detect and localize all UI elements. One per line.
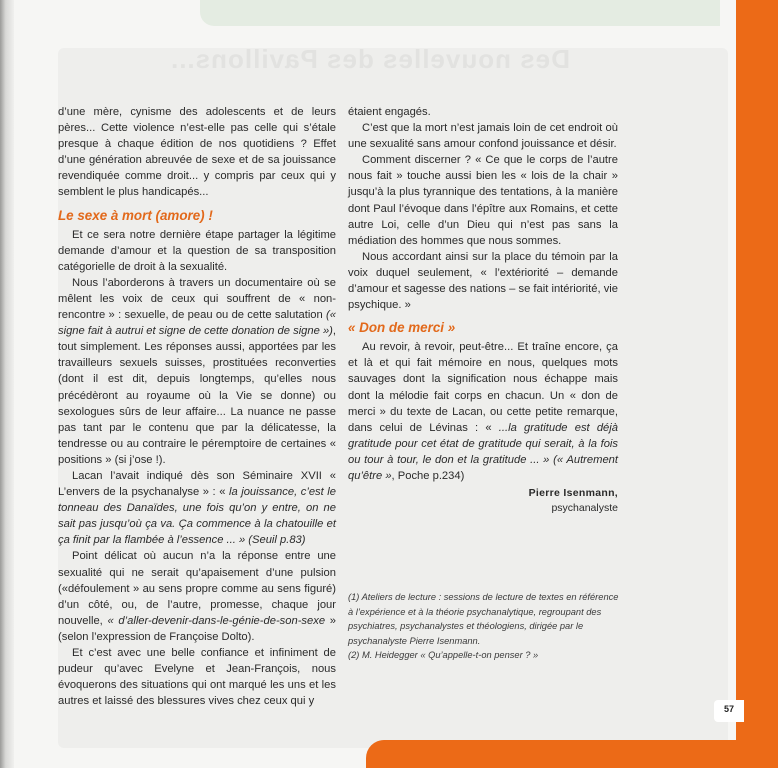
signature	[348, 486, 618, 516]
paragraph: Comment discerner ? « Ce que le corps de l’autre nous fait » touche aussi bien les « lois de la chair » jusqu’à la plus tyrannique des tentations, à la manière dont Paul l’évoque dans l’épître aux Romains, et cette autre Loi, celle d’un Dieu qui n’est pas sans la médiation des hommes que nous sommes.	[348, 154, 618, 247]
paragraph-text: Nous l’aborderons à travers un documentaire où se mêlent les voix de ceux qui souffrent de « non-rencontre » : sexuelle, de peau ou de cette salutation	[58, 276, 336, 322]
author-name: Pierre Isenmann,	[528, 487, 618, 500]
paragraph: C’est que la mort n’est jamais loin de cet endroit où une sexualité sans amour confond jouissance et désir.	[348, 122, 618, 151]
orange-side-band	[736, 0, 778, 768]
section-heading: Le sexe à mort (amore) !	[58, 207, 213, 223]
paragraph: d’une mère, cynisme des adolescents et de leurs pères... Cette violence n’est-elle pas celle qui s’étale presque à chaque édition de nos quotidiens ? Effet d’une génération abreuvée de sexe et de sa jouissance revendiquée comme droit... y compris par ceux qui y semblent le plus handicapés...	[58, 106, 336, 199]
page-gutter-shadow	[0, 0, 14, 768]
quote-italic: (« signe fait à autrui et signe de cette donation de signe »)	[58, 309, 336, 338]
show-through-title: Des nouvelles des Pavillons...	[170, 44, 570, 74]
paragraph-text: Lacan l’avait indiqué dès son Séminaire XVII « L’envers de la psychanalyse » : «	[58, 469, 336, 499]
paragraph-text: , tout simplement. Les réponses aussi, apportées par les travailleurs sexuels suisses, prostituées reconverties (dont il est dit, depuis longtemps, qu’elles nous précédèront au royaume où la Vie se donne) ou sexologues sûrs de leur affaire... La nuance ne passe pas tant par le contenu que par la délicatesse, la tendresse ou au contraire le péremptoire de certaines « positions » (si j’ose !).	[58, 325, 337, 466]
section-heading: « Don de merci »	[348, 320, 456, 336]
paragraph	[348, 339, 618, 484]
text-column-right	[348, 104, 618, 516]
paragraph	[58, 548, 336, 645]
top-decorative-bar	[200, 0, 720, 26]
paragraph: Et c’est avec une belle confiance et infiniment de pudeur qu’avec Evelyne et Jean-François, nous évoquerons des situations qui ont marqué les uns et les autres et laissé des blessures vives chez ceux qui y	[58, 647, 336, 708]
paragraph-text: » (selon l’expression de Françoise Dolto).	[58, 614, 336, 643]
quote-italic: « d’aller-devenir-dans-le-génie-de-son-sexe	[107, 614, 326, 627]
page-number: 57	[723, 704, 734, 714]
orange-bottom-band	[366, 740, 778, 768]
footnote: (1) Ateliers de lecture : sessions de lecture de textes en référence à l’expérience et à la théorie psychanalytique, regroupant des psychiatres, psychanalystes et théologiens, dirigée par le psychanalyste Pierre Isenmann.	[348, 592, 619, 646]
paragraph: étaient engagés.	[348, 106, 431, 118]
quote-italic: ...la gratitude est déjà gratitude pour cet état de gratitude qui serait, à la fois ou tour à tour, le don et la gratitude ... » (« Autrement qu’être »	[348, 421, 618, 482]
paragraph-text: Au revoir, à revoir, peut-être... Et traîne encore, ça et là et qui fait mémoire en nous, quelques mots sauvages dont la signification nous échappe mais dont la mélodie fait corps en chacun. Un « don de merci » du texte de Lacan, ou cette petite remarque, dans celui de Lévinas : «	[348, 341, 618, 434]
footnotes	[348, 590, 620, 663]
paragraph-text: , Poche p.234)	[391, 469, 465, 482]
footnote: (2) M. Heidegger « Qu’appelle-t-on penser ? »	[348, 650, 539, 661]
quote-italic: la jouissance, c’est le tonneau des Danaïdes, une fois qu’on y entre, on ne sait pas jusqu’où ça va. Ça commence à la chatouille et ça finit par la flambée à l’essence ... » (Seuil p.83)	[58, 486, 336, 547]
paragraph	[58, 275, 336, 468]
paragraph: Et ce sera notre dernière étape partager la légitime demande d’amour et la question de sa transposition catégorielle de droit à la sexualité.	[58, 228, 336, 273]
paragraph	[58, 468, 336, 548]
text-column-left	[58, 104, 336, 709]
paragraph-text: Point délicat où aucun n’a la réponse entre une sexualité qui ne serait qu’apaisement d’une pulsion («défoulement » au sens propre comme au sens figuré) d’un côté, ou, de l’autre, promesse, chaque jour nouvelle,	[58, 550, 336, 627]
author-role: psychanalyste	[551, 502, 618, 515]
paragraph: Nous accordant ainsi sur la place du témoin par la voix duquel seulement, « l’extériorité – demande d’amour et sagesse des nations – se fait intériorité, vie psychique. »	[348, 250, 618, 312]
